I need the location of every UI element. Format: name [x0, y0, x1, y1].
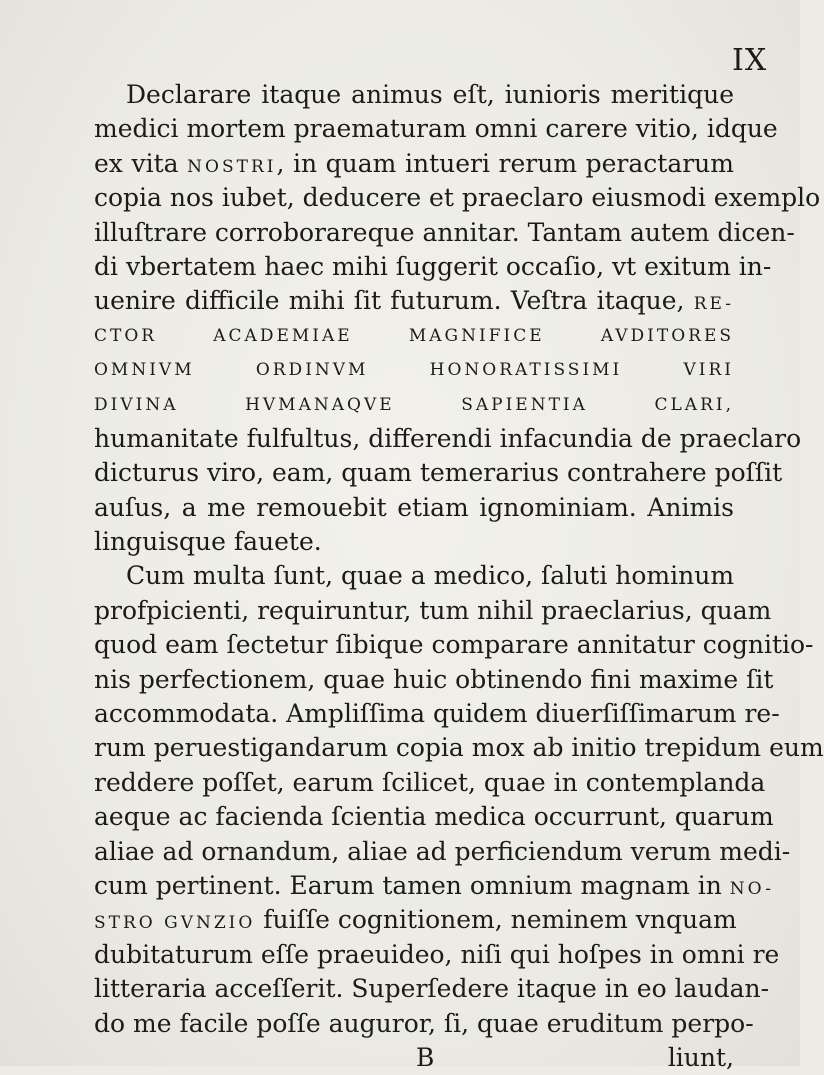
page-footer: [94, 1041, 734, 1075]
text-line: dicturus viro, eam, quam temerarius contrahere poſſit: [94, 458, 783, 488]
catchword: liunt,: [667, 1042, 734, 1072]
text-line: auſus, a me remouebit etiam ignominiam. Animis: [94, 492, 734, 522]
text-line: OMNIVM ORDINVM HONORATISSIMI VIRI: [94, 360, 734, 381]
text-line: medici mortem praematuram omni carere vitio, idque: [94, 114, 778, 144]
text-line: DIVINA HVMANAQVE SAPIENTIA CLARI,: [94, 394, 734, 415]
text-line: aliae ad ornandum, aliae ad perficiendum verum medi-: [94, 836, 791, 866]
text-line: linguisque fauete.: [94, 527, 322, 557]
text-line: reddere poſſet, earum ſcilicet, quae in contemplanda: [94, 767, 766, 797]
text-line: ex vita NOSTRI, in quam intueri rerum peractarum: [94, 148, 734, 178]
text-line: humanitate fulfultus, differendi infacundia de praeclaro: [94, 423, 802, 453]
text-line: CTOR ACADEMIAE MAGNIFICE AVDITORES: [94, 325, 734, 346]
text-line: dubitaturum eſſe praeuideo, niſi qui hoſpes in omni re: [94, 939, 780, 969]
page-number: IX: [732, 43, 768, 78]
text-line: copia nos iubet, deducere et praeclaro eiusmodi exemplo: [94, 183, 821, 213]
signature-mark: B: [416, 1042, 435, 1072]
text-line: di vbertatem haec mihi ſuggerit occaſio, vt exitum in-: [94, 251, 772, 281]
text-line: STRO GVNZIO fuiſſe cognitionem, neminem vnquam: [94, 905, 737, 935]
text-line: profpicienti, requiruntur, tum nihil praeclarius, quam: [94, 595, 772, 625]
text-line: cum pertinent. Earum tamen omnium magnam in NO-: [94, 870, 774, 900]
text-line: illuſtrare corroborareque annitar. Tantam autem dicen-: [94, 217, 795, 247]
text-line: litteraria acceſſerit. Superſedere itaque in eo laudan-: [94, 974, 770, 1004]
text-line: accommodata. Ampliſſima quidem diuerſiſſimarum re-: [94, 699, 780, 729]
text-line: quod eam ſectetur ſibique comparare annitatur cognitio-: [94, 630, 814, 660]
text-line: rum peruestigandarum copia mox ab initio trepidum eum: [94, 733, 824, 763]
body-text: [94, 78, 824, 1075]
text-line: aeque ac facienda ſcientia medica occurrunt, quarum: [94, 802, 774, 832]
text-line: nis perfectionem, quae huic obtinendo fini maxime ſit: [94, 664, 774, 694]
text-line: do me facile poſſe auguror, ſi, quae eruditum perpo-: [94, 1008, 754, 1038]
text-line: uenire difficile mihi ſit futurum. Veſtra itaque, RE-: [94, 286, 734, 316]
text-line: Declarare itaque animus eſt, iunioris meritique: [126, 80, 734, 109]
text-line: Cum multa ſunt, quae a medico, ſaluti hominum: [126, 561, 735, 591]
